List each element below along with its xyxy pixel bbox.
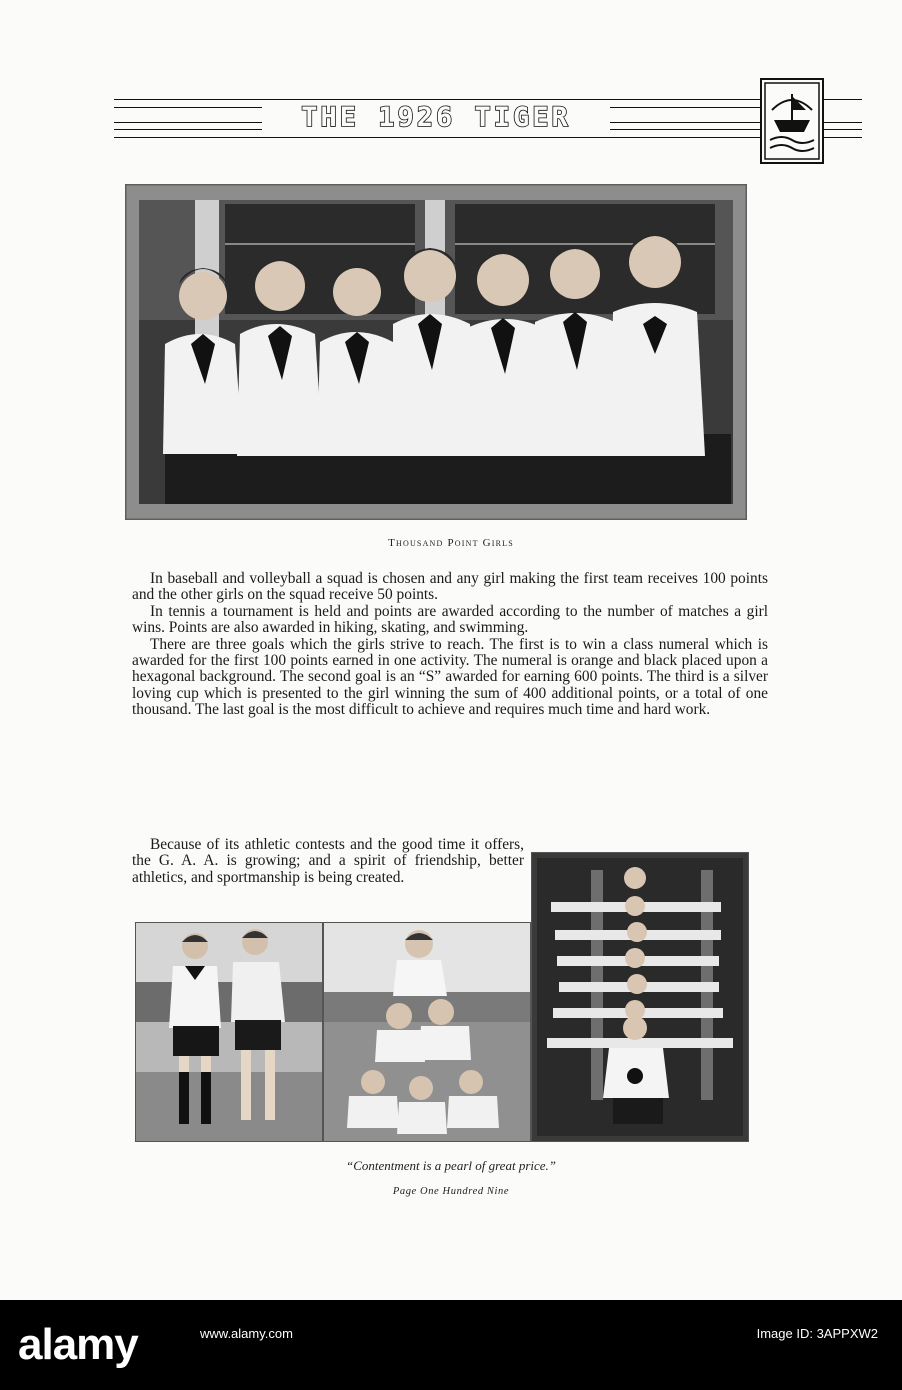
- header-rule: [114, 99, 862, 100]
- arms-outstretched-column-photo: [531, 852, 749, 1142]
- page-number: Page One Hundred Nine: [392, 1186, 510, 1197]
- header-rule: [114, 129, 264, 130]
- paragraph: Because of its athletic contests and the good time it offers, the G. A. A. is growing; and a spirit of friendship, better athletics, and sportmanship is being created.: [132, 836, 524, 886]
- header-rule: [114, 137, 862, 138]
- photo-caption: Thousand Point Girls: [388, 537, 514, 549]
- image-id: Image ID: 3APPXW2: [756, 1326, 878, 1341]
- paragraph: There are three goals which the girls strive to reach. The first is to win a class numeral which is awarded for the first 100 points earned in one activity. The numeral is orange and black placed upon a hexagonal background. The second goal is an “S” awarded for earning 600 points. The third is a silver loving cup which is presented to the girl winning the sum of 400 additional points, or a total of one thousand. The last goal is the most difficult to achieve and requires much time and hard work.: [132, 635, 768, 719]
- human-pyramid-photo: [323, 922, 531, 1142]
- paragraph: In tennis a tournament is held and points are awarded according to the number of matches a girl wins. Points are also awarded in hiking, skating, and swimming.: [132, 602, 768, 637]
- watermark-url: www.alamy.com: [200, 1326, 293, 1341]
- tiger-ship-emblem-icon: [760, 78, 824, 164]
- watermark-logo: alamy: [18, 1320, 138, 1369]
- two-girls-photo: [135, 922, 323, 1142]
- footer-quote: “Contentment is a pearl of great price.”: [345, 1158, 557, 1173]
- body-text-block: [132, 571, 768, 835]
- body-text-block: [132, 837, 524, 887]
- header-rule: [114, 122, 264, 123]
- group-photo: [125, 184, 747, 520]
- paragraph: In baseball and volleyball a squad is chosen and any girl making the first team receives 100 points and the other girls on the squad receive 50 points.: [132, 570, 768, 604]
- watermark-band: [0, 1300, 902, 1390]
- header-title: THE 1926 TIGER: [262, 103, 610, 133]
